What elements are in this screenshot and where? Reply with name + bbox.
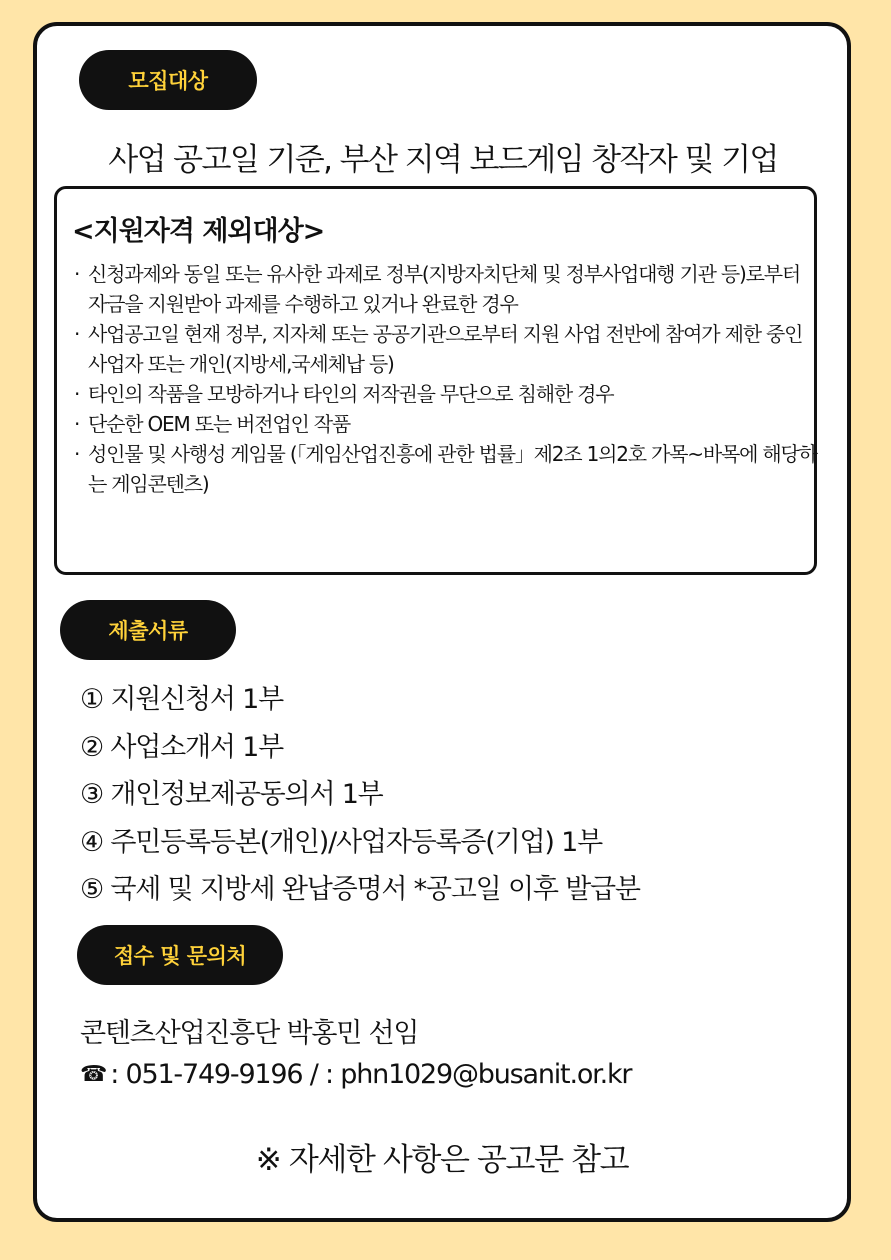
bullet-dot: ·: [74, 412, 80, 436]
bullet-dot: ·: [74, 322, 80, 346]
document-item: ⑤ 국세 및 지방세 완납증명서 *공고일 이후 발급분: [80, 874, 640, 905]
exclusion-item: [74, 319, 819, 379]
document-item: ③ 개인정보제공동의서 1부: [80, 779, 383, 810]
exclusion-item-text: 단순한 OEM 또는 버전업인 작품: [88, 412, 350, 436]
documents-list: [80, 676, 640, 914]
document-item: ② 사업소개서 1부: [80, 731, 284, 763]
exclusion-item: [74, 439, 819, 499]
contact-section-label: 접수 및 문의처: [77, 925, 283, 985]
exclusion-item: [74, 409, 819, 439]
target-section-label: 모집대상: [79, 50, 257, 110]
footer-note: ※ 자세한 사항은 공고문 참고: [255, 1142, 629, 1178]
notice-card: [33, 22, 851, 1222]
document-item: ④ 주민등록등본(개인)/사업자등록증(기업) 1부: [80, 826, 602, 858]
document-item: ① 지원신청서 1부: [80, 684, 284, 715]
bullet-dot: ·: [74, 382, 80, 406]
exclusion-item-text: 성인물 및 사행성 게임물 (「게임산업진흥에 관한 법률」제2조 1의2호 가목~바목에 해당하는 게임콘텐츠): [88, 442, 817, 496]
exclusion-title: <지원자격 제외대상>: [72, 216, 325, 247]
documents-section-label: 제출서류: [60, 600, 236, 660]
contact-name: 콘텐츠산업진흥단 박홍민 선임: [80, 1018, 419, 1049]
exclusion-list: [74, 259, 819, 499]
exclusion-box: [54, 186, 817, 575]
contact-phone-line: [80, 1059, 631, 1090]
exclusion-item: [74, 379, 819, 409]
target-description: 사업 공고일 기준, 부산 지역 보드게임 창작자 및 기업: [108, 142, 778, 178]
bullet-dot: ·: [74, 442, 80, 466]
exclusion-item-text: 신청과제와 동일 또는 유사한 과제로 정부(지방자치단체 및 정부사업대행 기관 등)로부터 자금을 지원받아 과제를 수행하고 있거나 완료한 경우: [88, 262, 800, 316]
exclusion-item: [74, 259, 819, 319]
contact-phone-email: : 051-749-9196 / : phn1029@busanit.or.kr: [110, 1059, 632, 1090]
exclusion-item-text: 사업공고일 현재 정부, 지자체 또는 공공기관으로부터 지원 사업 전반에 참여가 제한 중인 사업자 또는 개인(지방세,국세체납 등): [88, 322, 803, 376]
exclusion-item-text: 타인의 작품을 모방하거나 타인의 저작권을 무단으로 침해한 경우: [88, 382, 614, 406]
phone-icon: ☎: [80, 1062, 107, 1087]
bullet-dot: ·: [74, 262, 80, 286]
